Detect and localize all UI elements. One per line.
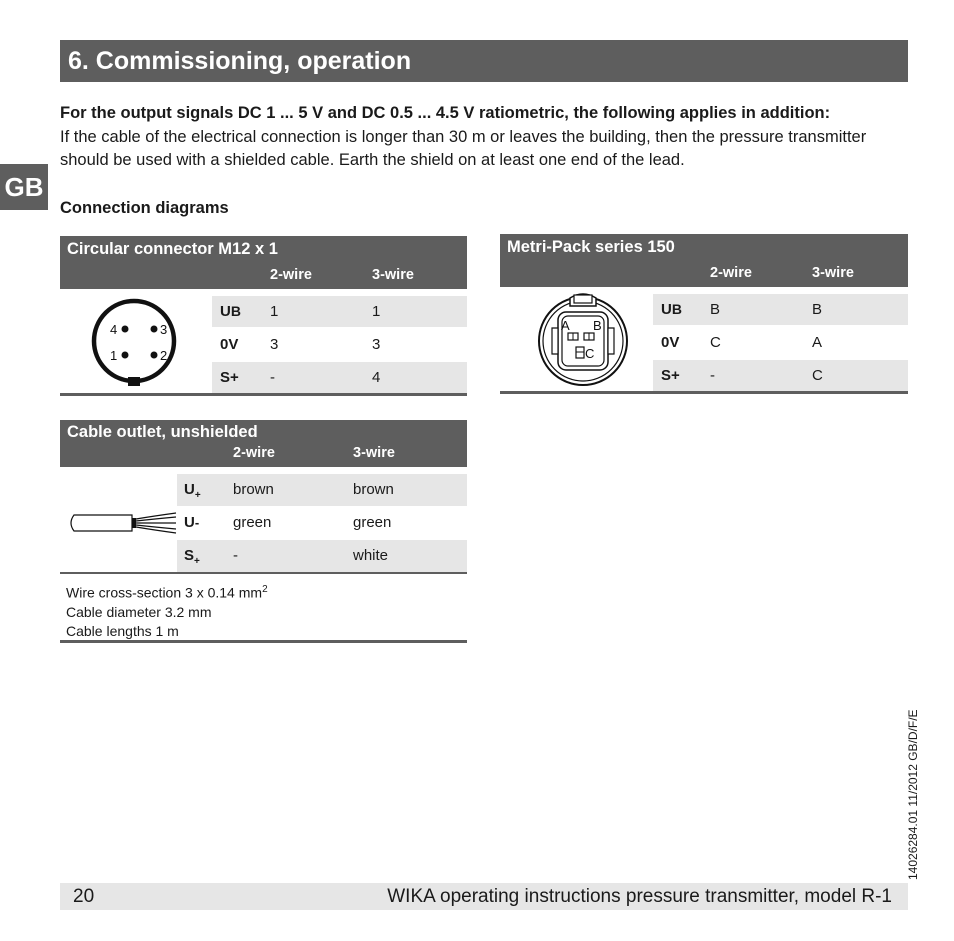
metripack-table [500,234,908,396]
section-title: 6. Commissioning, operation [60,40,908,82]
m12-pin-3 [151,326,158,333]
m12-row-0v [212,329,467,360]
m12-ub-2wire: 1 [270,303,279,320]
metripack-pin-label-a: A [561,318,570,333]
m12-pin-label-1: 1 [110,348,118,363]
m12-title: Circular connector M12 x 1 [67,240,278,258]
cable-row-uplus [177,474,467,506]
cable-row-splus [177,540,467,572]
metripack-ub-3wire: B [812,301,823,318]
m12-s-3wire: 4 [372,369,381,386]
intro-text: If the cable of the electrical connection is longer than 30 m or leaves the building, then the pressure transmitter should be used with a shielded cable. Earth the shield on at least one end of the lead. [60,128,867,169]
metripack-s-3wire: C [812,367,823,384]
cable-signal-splus: $S_+$ [184,547,200,567]
m12-table-header [60,236,467,289]
metripack-row-0v [653,327,908,358]
metripack-s-2wire: - [710,367,715,384]
m12-bottom-rule [60,393,467,396]
cable-bottom-rule [60,640,467,643]
cable-signal-uplus: $U_+$ [184,481,201,501]
m12-pin-2 [151,352,158,359]
m12-connector-diagram [90,294,180,390]
m12-table [60,236,467,398]
cable-splus-2wire: - [233,547,238,564]
metripack-pin-label-b: B [593,318,602,333]
m12-0v-3wire: 3 [372,336,381,353]
metripack-connector-diagram [536,292,630,390]
cable-table [60,420,467,645]
metripack-row-s [653,360,908,391]
m12-pin-label-3: 3 [160,322,168,337]
metripack-signal-ub: UB [661,301,682,318]
metripack-col-3wire: 3-wire [812,265,854,281]
metripack-pin-label-c: C [585,346,595,361]
m12-col-3wire: 3-wire [372,267,414,283]
cable-rule-mid [60,572,467,574]
intro-bold-line: For the output signals DC 1 ... 5 V and DC 0.5 ... 4.5 V ratiometric, the following applies in addition: [60,104,831,122]
footer-title: WIKA operating instructions pressure transmitter, model R-1 [387,886,892,907]
cable-notes [66,580,268,641]
m12-0v-2wire: 3 [270,336,279,353]
cable-uplus-3wire: brown [353,481,394,498]
m12-s-2wire: - [270,369,275,386]
m12-pin-1 [122,352,129,359]
m12-row-ub [212,296,467,327]
metripack-table-header [500,234,908,287]
cable-cross-section: Wire cross-section 3 x 0.14 $mm^2$ [66,584,268,601]
page-number: 20 [73,886,95,907]
metripack-signal-0v: 0V [661,334,680,351]
cable-title: Cable outlet, unshielded [67,423,258,441]
cable-signal-uminus: U- [184,514,200,531]
language-tab: GB [0,164,48,210]
metripack-0v-3wire: A [812,334,823,351]
cable-outlet-diagram [64,510,179,536]
document-code: 14026284.01 11/2012 GB/D/F/E [906,709,920,880]
m12-signal-s: S+ [220,369,239,386]
m12-pin-label-4: 4 [110,322,118,337]
m12-signal-0v: 0V [220,336,239,353]
cable-diameter: Cable diameter 3.2 mm [66,603,212,620]
metripack-title: Metri-Pack series 150 [507,238,675,256]
cable-lengths: Cable lengths 1 m [66,622,179,639]
metripack-signal-s: S+ [661,367,680,384]
m12-pin-label-2: 2 [160,348,168,363]
cable-uplus-2wire: brown [233,481,274,498]
cable-splus-3wire: white [353,547,389,564]
cable-col-3wire: 3-wire [353,445,395,461]
metripack-row-ub [653,294,908,325]
m12-signal-ub: UB [220,303,241,320]
cable-uminus-2wire: green [233,514,272,531]
metripack-bottom-rule [500,391,908,394]
cable-uminus-3wire: green [353,514,392,531]
cable-col-2wire: 2-wire [233,445,275,461]
connection-diagrams-heading: Connection diagrams [60,199,229,217]
metripack-col-2wire: 2-wire [710,265,752,281]
m12-row-s [212,362,467,393]
m12-pin-4 [122,326,129,333]
m12-col-2wire: 2-wire [270,267,312,283]
metripack-0v-2wire: C [710,334,721,351]
m12-ub-3wire: 1 [372,303,381,320]
cable-table-header [60,420,467,467]
cable-row-uminus [177,507,467,539]
metripack-ub-2wire: B [710,301,721,318]
